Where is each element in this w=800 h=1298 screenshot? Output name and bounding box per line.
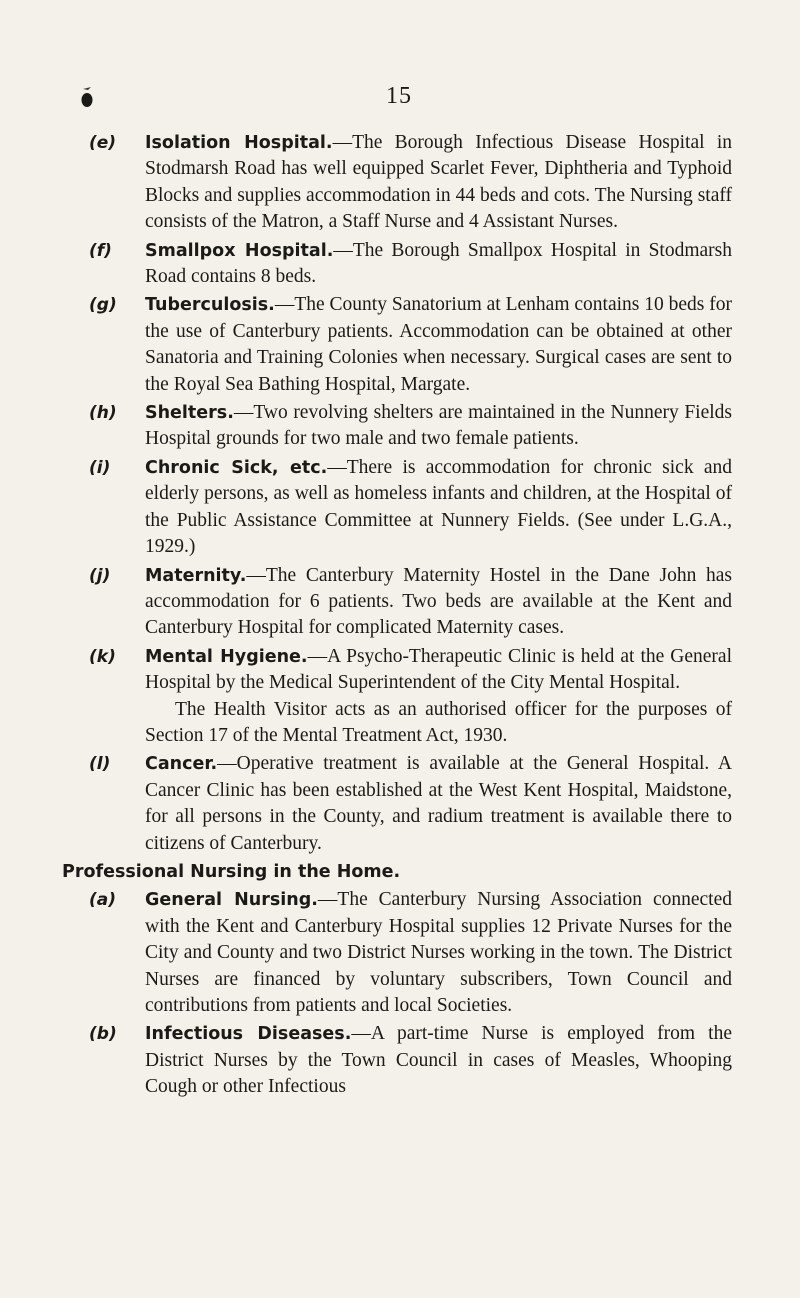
- entry-label: (g): [89, 295, 117, 316]
- entry-text: —The Borough Infectious Disease Hospital in Stodmarsh Road has well equipped Scarlet Fever, Diphtheria and Typhoid Blocks and supplies accommodation in 44 beds and cots. The Nursing staff consists of the Matron, a Staff Nurse and 4 Assistant Nurses.: [145, 132, 732, 233]
- entry-shelters: [0, 400, 800, 453]
- entry-mental-hygiene: [0, 644, 800, 750]
- entry-heading: Infectious Diseases.: [145, 1024, 352, 1045]
- entry-text: —The Canterbury Maternity Hostel in the Dane John has accommodation for 6 patients. Two beds are available at the Kent and Canterbury Hospital for complicated Maternity cases.: [145, 564, 732, 639]
- entry-text: —Operative treatment is available at the General Hospital. A Cancer Clinic has been established at the West Kent Hospital, Maidstone, for all persons in the County, and radium treatment is available there to citizens of Canterbury.: [145, 753, 732, 854]
- page-number: 15: [386, 83, 412, 109]
- entry-smallpox-hospital: [0, 238, 800, 291]
- entry-text-continued: The Health Visitor acts as an authorised officer for the purposes of Section 17 of the Mental Treatment Act, 1930.: [145, 698, 732, 746]
- entry-heading: General Nursing.: [145, 890, 318, 911]
- entry-heading: Mental Hygiene.: [145, 646, 308, 667]
- entry-text: —There is accommodation for chronic sick and elderly persons, as well as homeless infants and children, at the Hospital of the Public Assistance Committee at Nunnery Fields. (See under L.G.A., 1929.): [145, 456, 732, 558]
- entry-text: —Two revolving shelters are maintained in the Nunnery Fields Hospital grounds for two male and two female patients.: [145, 402, 732, 450]
- entry-label: (j): [89, 565, 111, 586]
- entry-label: (e): [89, 133, 117, 153]
- entry-heading: Shelters.: [145, 403, 234, 424]
- entry-infectious-diseases: [0, 1021, 800, 1100]
- entry-cancer: [0, 751, 800, 857]
- entry-heading: Smallpox Hospital.: [145, 240, 334, 261]
- entry-heading: Tuberculosis.: [145, 295, 275, 316]
- entry-label: (i): [89, 457, 111, 478]
- entry-isolation-hospital: [0, 130, 800, 236]
- entry-text: —The Canterbury Nursing Association connected with the Kent and Canterbury Hospital supplies 12 Private Nurses for the City and County and two District Nurses working in the town. The District Nurses are financed by voluntary subscribers, Town Council and contributions from patients and local Societies.: [145, 889, 733, 1016]
- entry-label: (h): [89, 403, 117, 424]
- section-heading: Professional Nursing in the Home.: [62, 861, 401, 882]
- entry-label: (a): [89, 890, 117, 911]
- entry-label: (k): [89, 646, 116, 667]
- entry-label: (f): [89, 240, 112, 261]
- entry-label: (l): [89, 754, 111, 775]
- entry-heading: Maternity.: [145, 565, 247, 586]
- entry-text: —The County Sanatorium at Lenham contains 10 beds for the use of Canterbury patients. Accommodation can be obtained at other Sanatoria and Training Colonies when necessary. Surgical cases are sent to the Royal Sea Bathing Hospital, Margate.: [145, 294, 732, 395]
- bullet-mark-icon: [80, 86, 94, 108]
- entry-general-nursing: [0, 887, 800, 1019]
- entry-text: —A Psycho-Therapeutic Clinic is held at the General Hospital by the Medical Superintendent of the City Mental Hospital.: [145, 645, 732, 694]
- entry-heading: Isolation Hospital.: [145, 133, 333, 153]
- entry-text: —The Borough Smallpox Hospital in Stodmarsh Road contains 8 beds.: [145, 239, 733, 288]
- entry-text: —A part-time Nurse is employed from the District Nurses by the Town Council in cases of Measles, Whooping Cough or other Infectious: [145, 1023, 732, 1098]
- document-body: [0, 130, 800, 1103]
- entry-heading: Chronic Sick, etc.: [145, 457, 328, 478]
- entry-chronic-sick: [0, 455, 800, 561]
- entry-label: (b): [89, 1024, 117, 1045]
- entry-maternity: [0, 563, 800, 642]
- entry-heading: Cancer.: [145, 754, 218, 775]
- entry-tuberculosis: [0, 292, 800, 398]
